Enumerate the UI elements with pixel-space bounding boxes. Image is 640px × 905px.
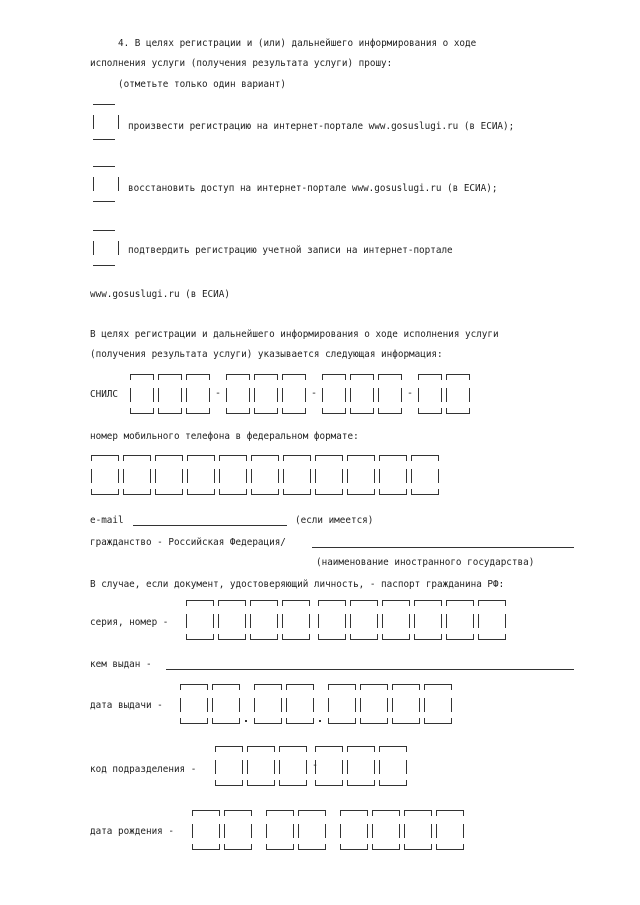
phone-cell[interactable] [251, 455, 279, 495]
snils-cell[interactable] [350, 374, 374, 414]
paragraph-1-line-2: исполнения услуги (получения результата услуги) прошу: [90, 58, 393, 69]
issue-date-cell[interactable] [286, 684, 314, 724]
email-input[interactable] [133, 525, 287, 526]
issue-date-separator [245, 720, 247, 722]
email-note: (если имеется) [295, 515, 374, 526]
paragraph-2-line-1: В целях регистрации и дальнейшего информирования о ходе исполнения услуги [90, 329, 499, 340]
phone-cell[interactable] [155, 455, 183, 495]
email-label: e-mail [90, 515, 124, 526]
division-code-label: код подразделения - [90, 764, 197, 775]
snils-cell[interactable] [254, 374, 278, 414]
snils-cell[interactable] [130, 374, 154, 414]
phone-cell[interactable] [123, 455, 151, 495]
option-register-checkbox[interactable] [93, 104, 115, 140]
phone-cell[interactable] [219, 455, 247, 495]
passport-series-number-cell[interactable] [218, 600, 246, 640]
option-restore-checkbox[interactable] [93, 166, 115, 202]
phone-cell[interactable] [411, 455, 439, 495]
issued-by-label: кем выдан - [90, 659, 152, 670]
birth-date-label: дата рождения - [90, 826, 174, 837]
phone-cell[interactable] [347, 455, 375, 495]
snils-cell[interactable] [282, 374, 306, 414]
snils-label: СНИЛС [90, 389, 118, 400]
snils-cell[interactable] [378, 374, 402, 414]
birth-date-cell[interactable] [224, 810, 252, 850]
snils-cell[interactable] [226, 374, 250, 414]
passport-intro: В случае, если документ, удостоверяющий личность, - паспорт гражданина РФ: [90, 579, 505, 590]
option-confirm-checkbox[interactable] [93, 230, 115, 266]
passport-series-number-cell[interactable] [446, 600, 474, 640]
phone-cell[interactable] [91, 455, 119, 495]
snils-separator: - [407, 388, 414, 399]
division-code-cell[interactable] [247, 746, 275, 786]
issue-date-cell[interactable] [424, 684, 452, 724]
snils-separator: - [215, 388, 222, 399]
birth-date-cell[interactable] [298, 810, 326, 850]
paragraph-1-line-1: 4. В целях регистрации и (или) дальнейшего информирования о ходе [118, 38, 477, 49]
selection-hint: (отметьте только один вариант) [118, 79, 286, 90]
phone-cell[interactable] [315, 455, 343, 495]
snils-cell[interactable] [446, 374, 470, 414]
paragraph-2-line-2: (получения результата услуги) указывается следующая информация: [90, 349, 443, 360]
issue-date-cell[interactable] [180, 684, 208, 724]
phone-cell[interactable] [187, 455, 215, 495]
issue-date-separator [319, 720, 321, 722]
passport-series-number-cell[interactable] [382, 600, 410, 640]
birth-date-cell[interactable] [436, 810, 464, 850]
birth-date-cell[interactable] [340, 810, 368, 850]
passport-series-number-cell[interactable] [282, 600, 310, 640]
option-restore-label: восстановить доступ на интернет-портале www.gosuslugi.ru (в ЕСИА); [128, 183, 498, 194]
snils-cell[interactable] [418, 374, 442, 414]
snils-separator: - [311, 388, 318, 399]
phone-cell[interactable] [379, 455, 407, 495]
issued-by-input[interactable] [166, 669, 574, 670]
issue-date-label: дата выдачи - [90, 700, 163, 711]
phone-label: номер мобильного телефона в федеральном формате: [90, 431, 359, 442]
issue-date-cell[interactable] [254, 684, 282, 724]
snils-cell[interactable] [322, 374, 346, 414]
division-code-cell[interactable] [347, 746, 375, 786]
birth-date-cell[interactable] [266, 810, 294, 850]
foreign-state-input[interactable] [312, 547, 574, 548]
citizenship-label: гражданство - Российская Федерация/ [90, 537, 286, 548]
birth-date-cell[interactable] [404, 810, 432, 850]
division-code-cell[interactable] [315, 746, 343, 786]
birth-date-cell[interactable] [192, 810, 220, 850]
birth-date-cell[interactable] [372, 810, 400, 850]
passport-series-number-cell[interactable] [350, 600, 378, 640]
division-code-cell[interactable] [279, 746, 307, 786]
passport-series-number-cell[interactable] [250, 600, 278, 640]
passport-series-number-cell[interactable] [186, 600, 214, 640]
series-number-label: серия, номер - [90, 617, 169, 628]
issue-date-cell[interactable] [392, 684, 420, 724]
phone-cell[interactable] [283, 455, 311, 495]
issue-date-cell[interactable] [212, 684, 240, 724]
foreign-state-note: (наименование иностранного государства) [316, 557, 535, 568]
division-code-separator: - [312, 760, 319, 771]
division-code-cell[interactable] [379, 746, 407, 786]
issue-date-cell[interactable] [360, 684, 388, 724]
division-code-cell[interactable] [215, 746, 243, 786]
passport-series-number-cell[interactable] [318, 600, 346, 640]
option-confirm-label-cont: www.gosuslugi.ru (в ЕСИА) [90, 289, 230, 300]
snils-cell[interactable] [186, 374, 210, 414]
passport-series-number-cell[interactable] [478, 600, 506, 640]
passport-series-number-cell[interactable] [414, 600, 442, 640]
issue-date-cell[interactable] [328, 684, 356, 724]
snils-cell[interactable] [158, 374, 182, 414]
option-register-label: произвести регистрацию на интернет-портале www.gosuslugi.ru (в ЕСИА); [128, 121, 515, 132]
option-confirm-label: подтвердить регистрацию учетной записи на интернет-портале [128, 245, 453, 256]
